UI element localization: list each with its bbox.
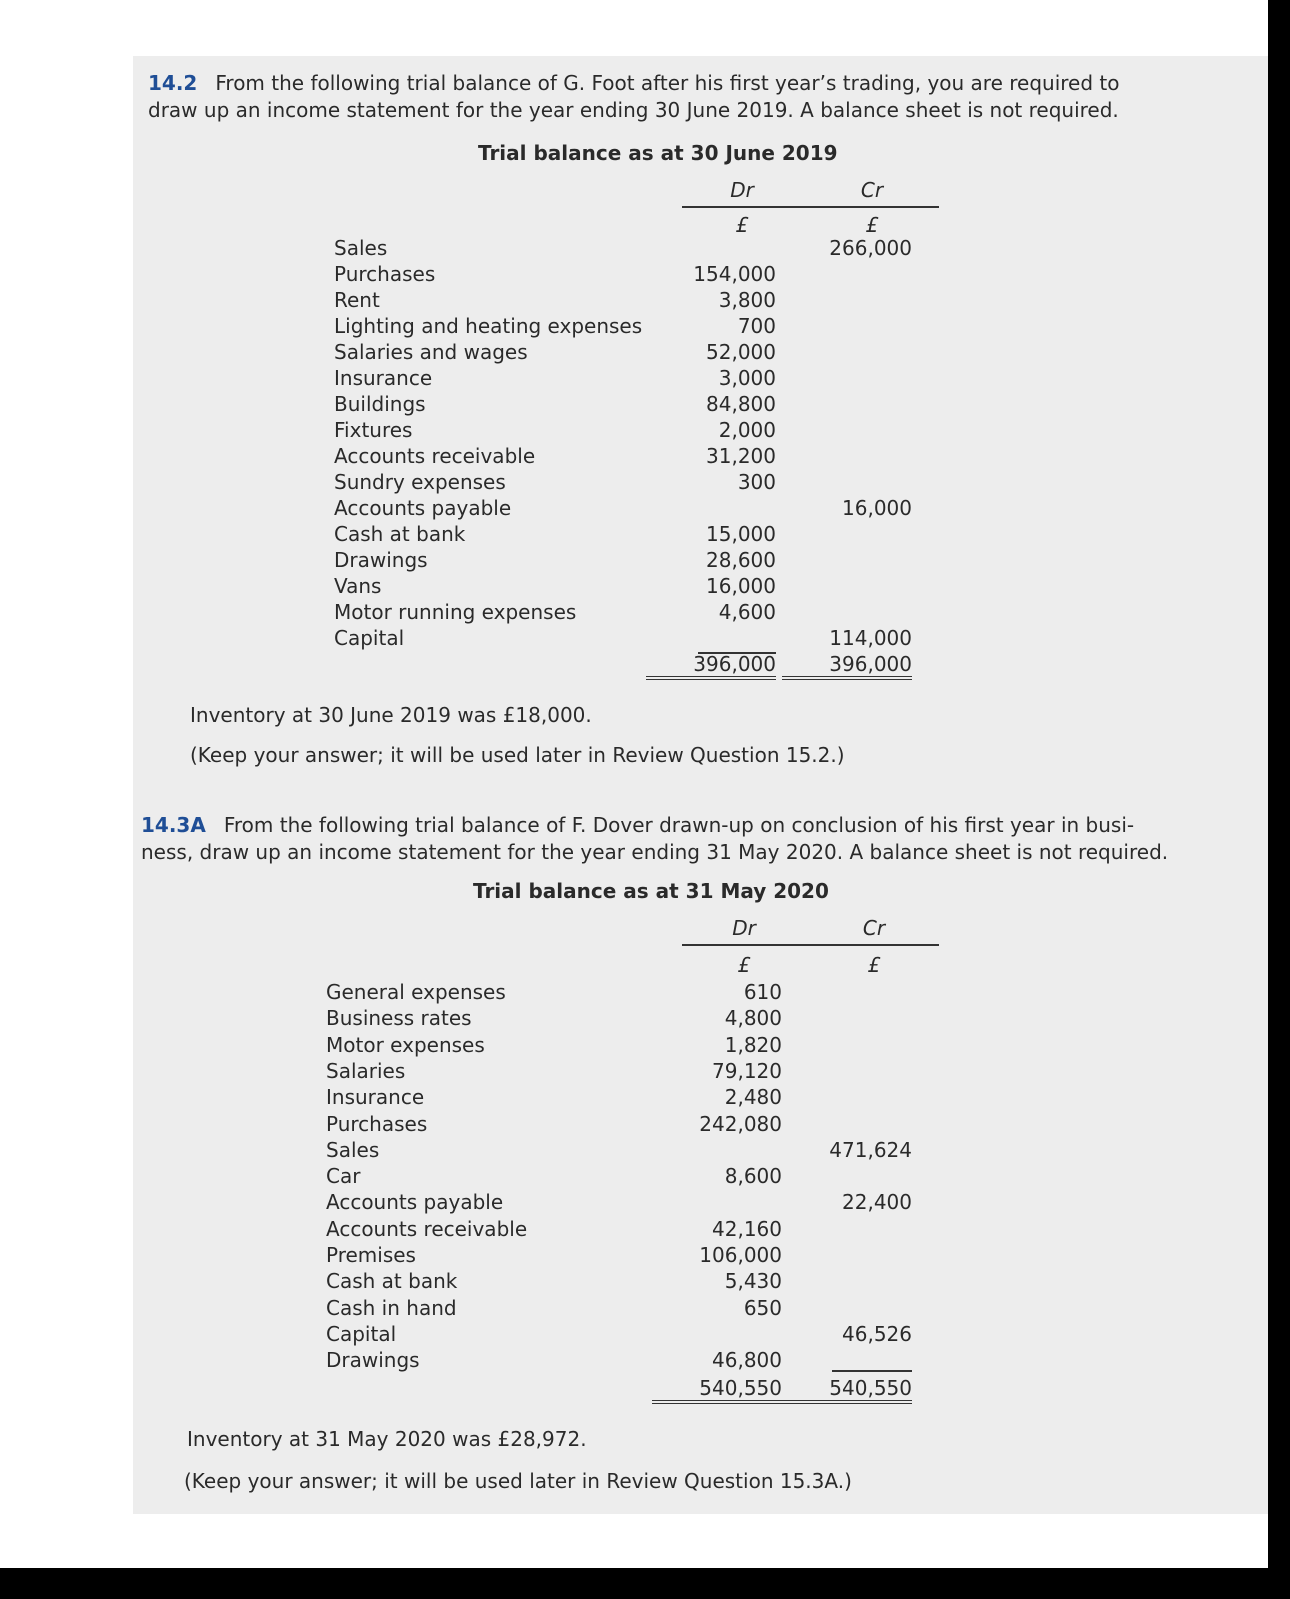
q2-col-dr: Dr [732,916,756,940]
row-label: Accounts receivable [334,444,536,468]
q2-number: 14.3A [141,813,206,837]
row-dr-amount: 15,000 [706,522,776,546]
row-label: Drawings [326,1348,420,1373]
q1-number: 14.2 [148,71,198,95]
row-dr-amount: 42,160 [712,1216,782,1241]
row-cr-amount: 46,526 [842,1321,912,1346]
row-label: Accounts receivable [326,1216,528,1241]
row-label: Premises [326,1243,416,1267]
row-label: Salaries [326,1058,406,1083]
q2-note2: (Keep your answer; it will be used later in Review Question 15.3A.) [184,1469,852,1493]
q1-total-dr: 396,000 [646,652,776,680]
row-label: Purchases [334,262,436,286]
row-dr-amount: 154,000 [693,262,776,286]
row-dr-amount: 700 [737,314,776,338]
row-dr-amount: 650 [743,1295,782,1320]
row-dr-amount: 300 [737,470,776,494]
row-label: Fixtures [334,418,413,442]
row-label: Rent [334,288,380,312]
q1-note2: (Keep your answer; it will be used later in Review Question 15.2.) [190,743,845,767]
row-dr-amount: 242,080 [699,1111,782,1136]
row-cr-amount: 22,400 [842,1190,912,1215]
row-cr-amount: 471,624 [829,1137,912,1162]
q2-total-dr: 540,550 [652,1376,782,1404]
row-label: Capital [326,1321,397,1346]
row-dr-amount: 3,800 [718,288,776,312]
row-dr-amount: 4,600 [718,600,776,624]
row-dr-amount: 84,800 [706,392,776,416]
row-dr-amount: 5,430 [724,1269,782,1294]
q1-line1: From the following trial balance of G. Foot after his first year’s trading, you are required to [215,71,1120,95]
row-label: Sundry expenses [334,470,506,494]
q2-table-title: Trial balance as at 31 May 2020 [473,879,829,903]
row-dr-amount: 16,000 [706,574,776,598]
row-dr-amount: 46,800 [712,1348,782,1373]
row-dr-amount: 52,000 [706,340,776,364]
row-label: Capital [334,626,405,650]
row-label: Vans [334,574,382,598]
row-label: Car [326,1164,361,1189]
q1-line2: draw up an income statement for the year ending 30 June 2019. A balance sheet is not required. [148,98,1119,122]
q2-total-cr: 540,550 [782,1376,912,1404]
row-label: Cash at bank [334,522,466,546]
row-dr-amount: 28,600 [706,548,776,572]
row-dr-amount: 2,000 [718,418,776,442]
row-label: Insurance [334,366,433,390]
row-label: Accounts payable [334,496,512,520]
q2-intro-line1 [141,812,1134,838]
row-dr-amount: 8,600 [724,1164,782,1189]
row-dr-amount: 79,120 [712,1058,782,1083]
row-dr-amount: 3,000 [718,366,776,390]
q2-note1: Inventory at 31 May 2020 was £28,972. [187,1427,587,1451]
q2-line1: From the following trial balance of F. Dover drawn-up on conclusion of his first year in busi- [223,813,1135,837]
row-label: General expenses [326,980,506,1004]
row-label: Business rates [326,1006,472,1031]
row-cr-amount: 114,000 [829,626,912,650]
row-label: Accounts payable [326,1190,504,1215]
row-label: Purchases [326,1111,428,1136]
row-dr-amount: 31,200 [706,444,776,468]
row-label: Buildings [334,392,426,416]
q1-table-title: Trial balance as at 30 June 2019 [478,141,838,165]
q1-total-cr: 396,000 [782,652,912,680]
row-label: Drawings [334,548,428,572]
q1-currency-dr: £ [735,213,749,237]
row-label: Motor expenses [326,1032,485,1057]
row-label: Insurance [326,1085,425,1110]
q1-intro-line1 [148,70,1120,96]
q1-note1: Inventory at 30 June 2019 was £18,000. [190,703,592,727]
row-cr-amount: 266,000 [829,236,912,260]
q2-currency-dr: £ [737,953,751,977]
q1-col-cr: Cr [860,178,884,202]
row-label: Lighting and heating expenses [334,314,643,338]
row-label: Sales [326,1137,380,1162]
q2-line2: ness, draw up an income statement for the year ending 31 May 2020. A balance sheet is not required. [141,840,1169,864]
row-label: Cash in hand [326,1295,457,1320]
row-cr-amount: 16,000 [842,496,912,520]
row-label: Motor running expenses [334,600,577,624]
row-label: Salaries and wages [334,340,528,364]
row-label: Cash at bank [326,1269,458,1294]
row-dr-amount: 610 [743,980,782,1004]
q1-currency-cr: £ [865,213,879,237]
row-dr-amount: 1,820 [724,1032,782,1057]
row-dr-amount: 4,800 [724,1006,782,1031]
row-label: Sales [334,236,388,260]
q2-col-cr: Cr [862,916,886,940]
q2-cr-total-rule [832,1370,912,1372]
q2-header-rule [682,944,939,946]
row-dr-amount: 2,480 [724,1085,782,1110]
q2-currency-cr: £ [867,953,881,977]
q1-col-dr: Dr [730,178,754,202]
q1-header-rule [682,206,939,208]
row-dr-amount: 106,000 [699,1243,782,1267]
